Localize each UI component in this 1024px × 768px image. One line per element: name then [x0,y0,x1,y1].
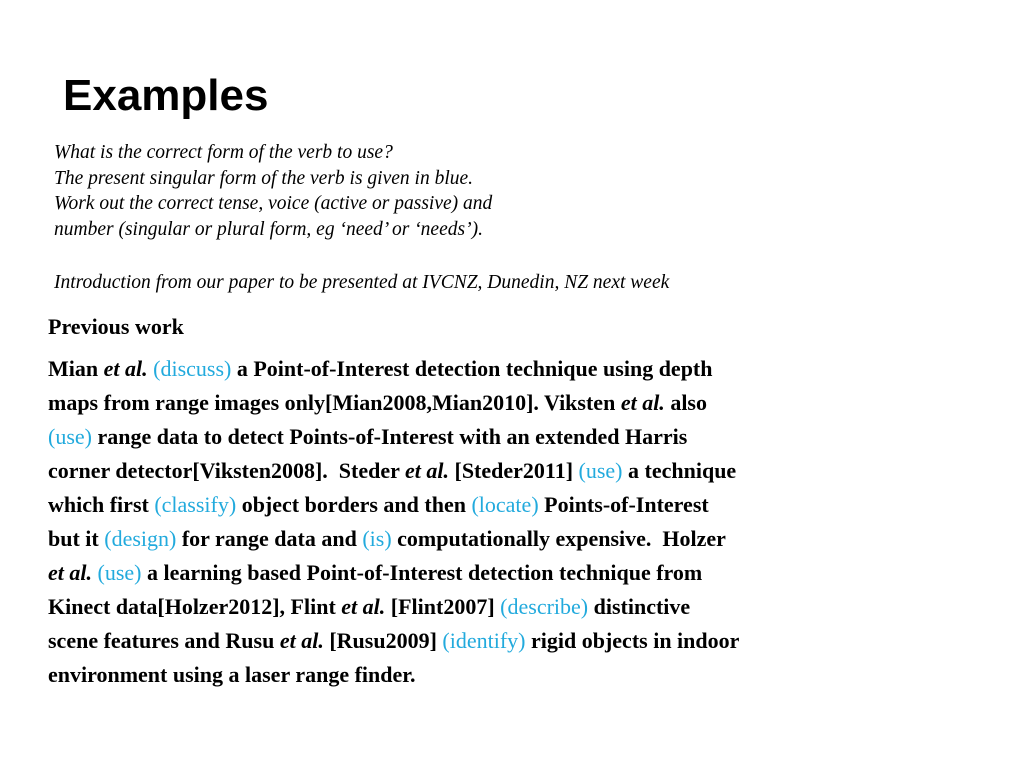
verb-blank: (locate) [471,492,539,517]
paragraph-text: Points-of-Interest [538,492,709,517]
paragraph-text: range data to detect Points-of-Interest with an extended Harris [91,424,688,449]
instructions-block [54,140,492,242]
verb-blank: (design) [104,526,177,551]
paragraph-line [48,352,988,386]
slide-title: Examples [63,71,269,120]
paragraph-text: distinctive [588,594,691,619]
paragraph-line [48,624,988,658]
paragraph-text: a learning based Point-of-Interest detection technique from [141,560,703,585]
paragraph-text: Kinect data[Holzer2012], Flint [48,594,342,619]
verb-blank: (use) [578,458,623,483]
paragraph-text: object borders and then [236,492,472,517]
paragraph-text: [Rusu2009] [323,628,443,653]
exercise-paragraph [48,352,988,692]
instruction-line: What is the correct form of the verb to use? [54,142,393,163]
paragraph-text: [Flint2007] [385,594,501,619]
et-al-text: et al. [341,594,386,619]
paragraph-text: computationally expensive. Holzer [391,526,726,551]
paragraph-text: maps from range images only[Mian2008,Mian2010]. Viksten [48,390,621,415]
instruction-line: The present singular form of the verb is given in blue. [54,167,474,189]
paragraph-line [48,556,988,590]
verb-blank: (discuss) [153,356,232,381]
paragraph-line [48,590,988,624]
paragraph-text: Mian [48,356,104,381]
paragraph-text: for range data and [176,526,363,551]
paragraph-line [48,454,988,488]
paragraph-text: a Point-of-Interest detection technique using depth [231,356,713,381]
verb-blank: (identify) [442,628,526,653]
et-al-text: et al. [620,390,665,415]
paragraph-text: a technique [622,458,737,483]
paragraph-text: which first [48,492,155,517]
verb-blank: (classify) [154,492,237,517]
paragraph-line [48,420,988,454]
section-heading: Previous work [48,314,184,339]
paragraph-text: but it [48,526,105,551]
verb-blank: (use) [48,424,92,449]
paragraph-text: [Steder2011] [449,458,579,483]
paragraph-text: environment using a laser range finder. [48,662,416,687]
et-al-text: et al. [103,356,148,381]
et-al-text: et al. [279,628,324,653]
paragraph-text: rigid objects in indoor [525,628,740,653]
intro-note: Introduction from our paper to be presented at IVCNZ, Dunedin, NZ next week [54,272,670,293]
paragraph-line [48,522,988,556]
et-al-text: et al. [48,560,92,585]
verb-blank: (use) [97,560,142,585]
verb-blank: (is) [362,526,392,551]
paragraph-line [48,488,988,522]
et-al-text: et al. [405,458,449,483]
paragraph-text: also [664,390,707,415]
paragraph-text: scene features and Rusu [48,628,280,653]
verb-blank: (describe) [500,594,589,619]
instruction-line: Work out the correct tense, voice (active or passive) and [54,193,493,214]
paragraph-text: corner detector[Viksten2008]. Steder [48,458,405,483]
paragraph-line [48,658,988,692]
instruction-line: number (singular or plural form, eg ‘need’ or ‘needs’). [54,218,483,240]
paragraph-line [48,386,988,420]
